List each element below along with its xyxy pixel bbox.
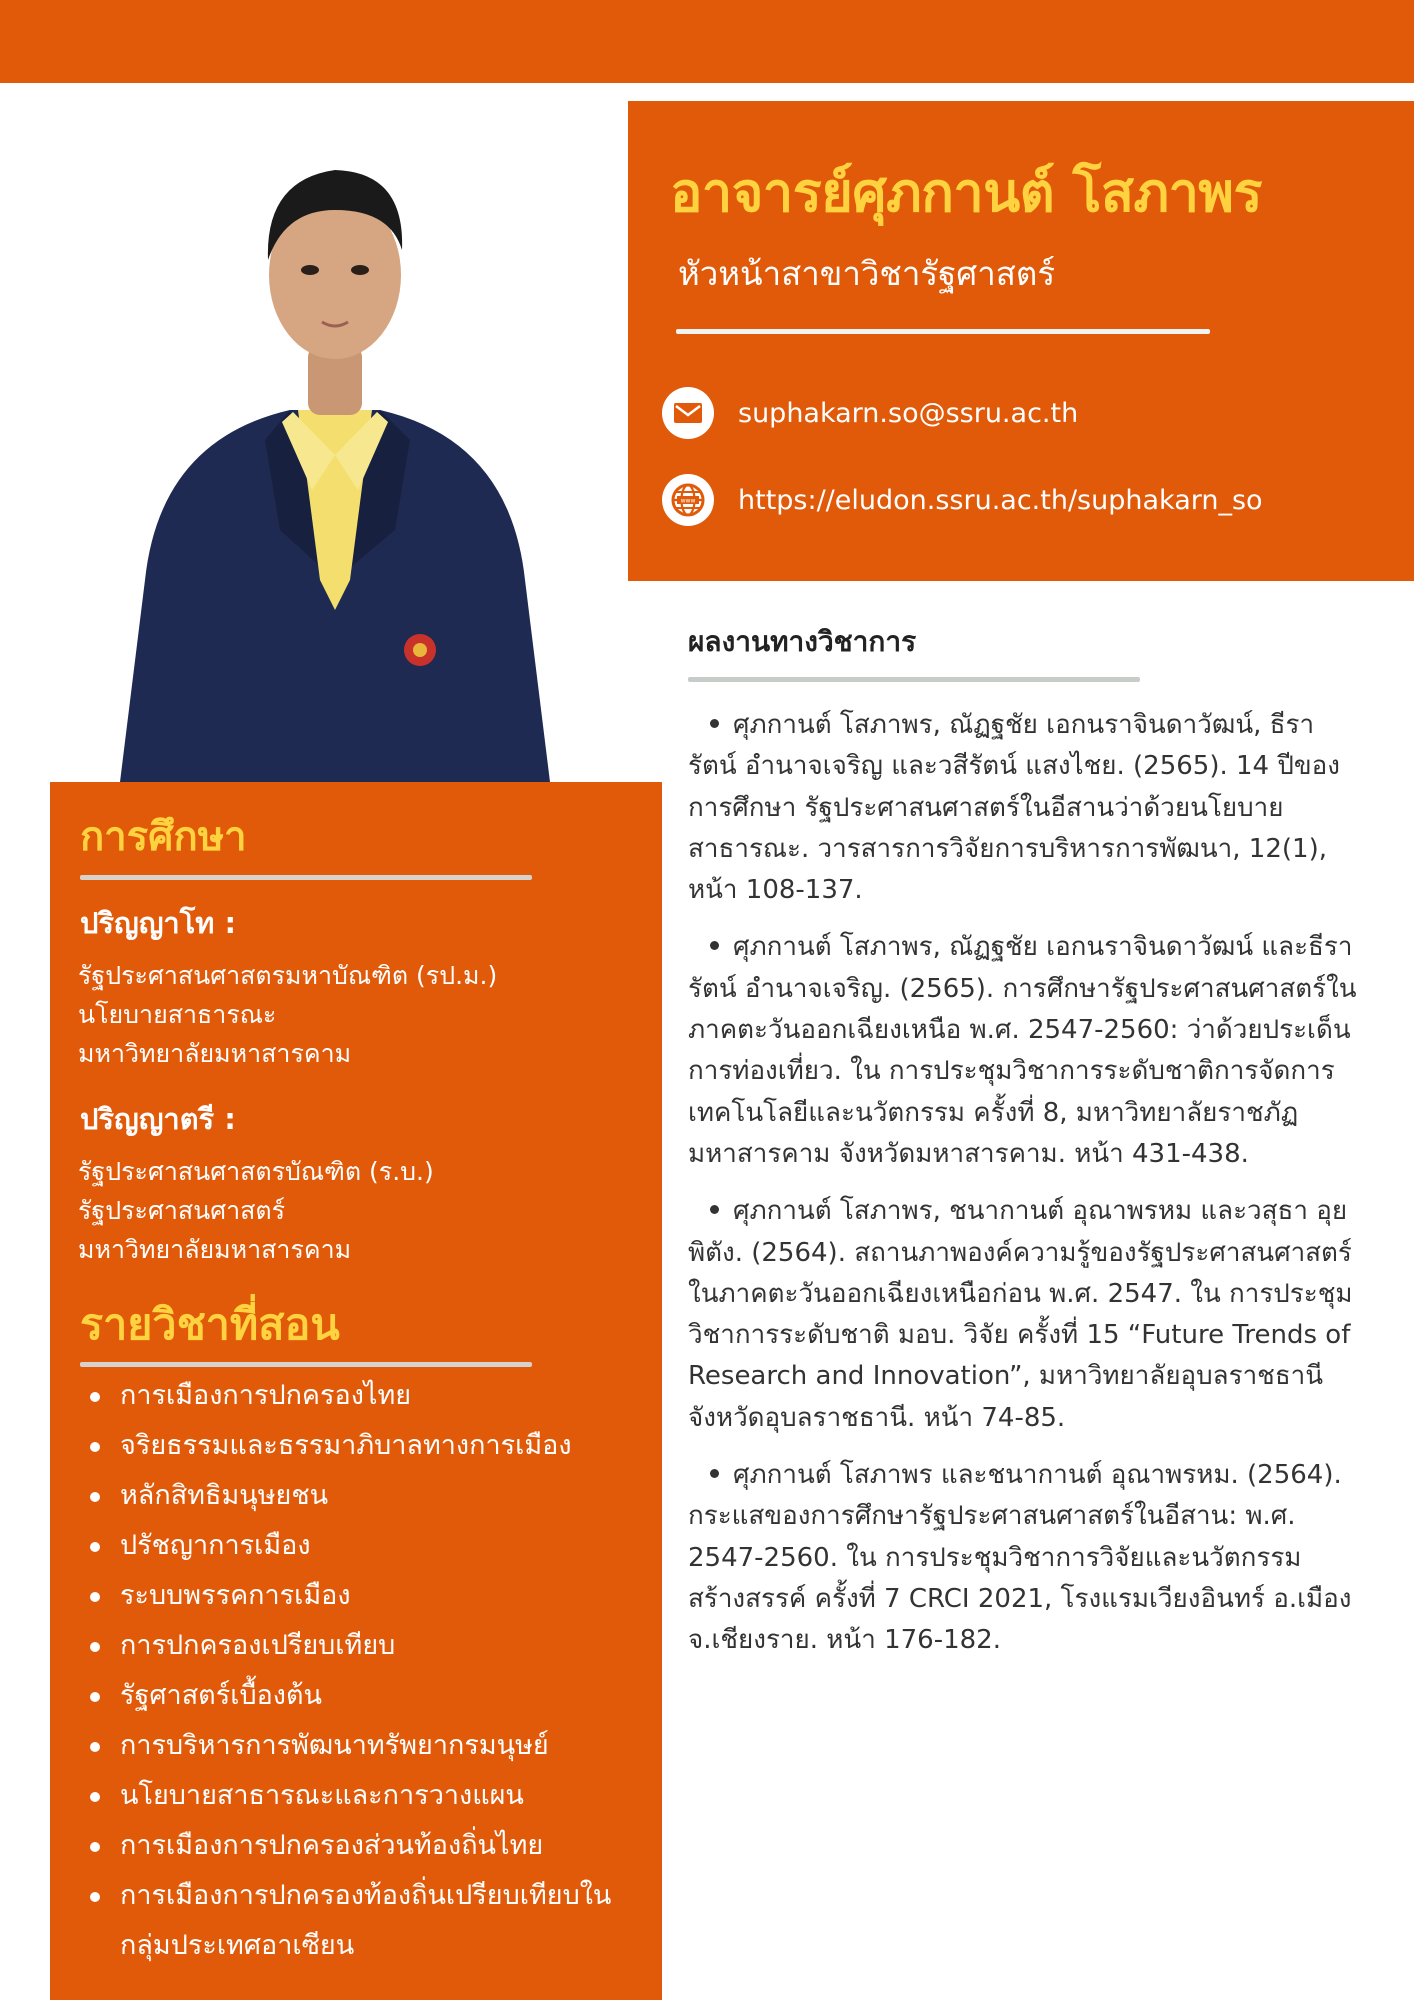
- bachelors-degree-title: ปริญญาตรี :: [80, 1102, 236, 1136]
- masters-degree-details: [78, 956, 497, 1073]
- list-item: การบริหารการพัฒนาทรัพยากรมนุษย์: [86, 1721, 642, 1771]
- list-item: ระบบพรรคการเมือง: [86, 1571, 642, 1621]
- academic-works-title: ผลงานทางวิชาการ: [688, 625, 917, 658]
- masters-degree-major: นโยบายสาธารณะ: [78, 1000, 277, 1029]
- work-citation: ศุภกานต์ โสภาพร, ณัฏฐชัย เอกนราจินดาวัฒน์ และธีรารัตน์ อำนาจเจริญ. (2565). การศึกษารัฐประศาสนศาสตร์ในภาคตะวันออกเฉียงเหนือ พ.ศ. 2547-2560: ว่าด้วยประเด็นการท่องเที่ยว. ใน การประชุมวิชาการระดับชาติการจัดการเทคโนโลยีและนวัตกรรม ครั้งที่ 8, มหาวิทยาลัยราชภัฏมหาสารคาม จังหวัดมหาสารคาม. หน้า 431-438.: [688, 932, 1357, 1169]
- website-contact[interactable]: [662, 474, 1263, 526]
- list-item: ปรัชญาการเมือง: [86, 1521, 642, 1571]
- top-accent-bar: [0, 0, 1414, 83]
- courses-divider: [80, 1362, 532, 1367]
- person-name: อาจารย์ศุภกานต์ โสภาพร: [670, 161, 1263, 224]
- bachelors-degree-major: รัฐประศาสนศาสตร์: [78, 1196, 286, 1225]
- mail-icon: [662, 387, 714, 439]
- work-citation: ศุภกานต์ โสภาพร, ชนากานต์ อุณาพรหม และวสุธา อุยพิตัง. (2564). สถานภาพองค์ความรู้ของรัฐประศาสนศาสตร์ในภาคตะวันออกเฉียงเหนือก่อน พ.ศ. 2547. ใน การประชุมวิชาการระดับชาติ มอบ. วิจัย ครั้งที่ 15 “Future Trends of Research and Innovation”, มหาวิทยาลัยอุบลราชธานี จังหวัดอุบลราชธานี. หน้า 74-85.: [688, 1196, 1353, 1433]
- list-item: จริยธรรมและธรรมาภิบาลทางการเมือง: [86, 1421, 642, 1471]
- education-title: การศึกษา: [80, 814, 247, 860]
- list-item: การเมืองการปกครองท้องถิ่นเปรียบเทียบในกลุ่มประเทศอาเซียน: [86, 1871, 642, 1971]
- list-item: [688, 927, 1358, 1175]
- list-item: หลักสิทธิมนุษยชน: [86, 1471, 642, 1521]
- bullet-icon: [710, 719, 719, 728]
- bachelors-degree-university: มหาวิทยาลัยมหาสารคาม: [78, 1235, 352, 1264]
- bullet-icon: [710, 941, 719, 950]
- header-panel: [628, 101, 1414, 581]
- bachelors-degree-name: รัฐประศาสนศาสตรบัณฑิต (ร.บ.): [78, 1157, 434, 1186]
- svg-text:www: www: [680, 497, 696, 505]
- email-contact[interactable]: [662, 387, 1078, 439]
- bullet-icon: [710, 1205, 719, 1214]
- list-item: การปกครองเปรียบเทียบ: [86, 1621, 642, 1671]
- academic-works-divider: [688, 677, 1140, 682]
- list-item: [688, 1191, 1358, 1439]
- bullet-icon: [710, 1469, 719, 1478]
- masters-degree-name: รัฐประศาสนศาสตรมหาบัณฑิต (รป.ม.): [78, 961, 498, 990]
- list-item: [688, 705, 1358, 911]
- person-portrait-photo: [50, 110, 610, 782]
- globe-icon: [662, 474, 714, 526]
- website-link[interactable]: https://eludon.ssru.ac.th/suphakarn_so: [738, 484, 1263, 516]
- education-panel: [50, 782, 662, 2000]
- work-citation: ศุภกานต์ โสภาพร, ณัฏฐชัย เอกนราจินดาวัฒน์, ธีรารัตน์ อำนาจเจริญ และวสีรัตน์ แสงไชย. (2565). 14 ปีของการศึกษา รัฐประศาสนศาสตร์ในอีสานว่าด้วยนโยบายสาธารณะ. วารสารการวิจัยการบริหารการพัฒนา, 12(1), หน้า 108-137.: [688, 710, 1340, 906]
- masters-degree-university: มหาวิทยาลัยมหาสารคาม: [78, 1039, 352, 1068]
- email-link[interactable]: suphakarn.so@ssru.ac.th: [738, 397, 1079, 429]
- courses-list: [86, 1371, 642, 1971]
- list-item: การเมืองการปกครองส่วนท้องถิ่นไทย: [86, 1821, 642, 1871]
- list-item: [688, 1455, 1358, 1661]
- work-citation: ศุภกานต์ โสภาพร และชนากานต์ อุณาพรหม. (2564). กระแสของการศึกษารัฐประศาสนศาสตร์ในอีสาน: พ.ศ. 2547-2560. ใน การประชุมวิชาการวิจัยและนวัตกรรมสร้างสรรค์ ครั้งที่ 7 CRCI 2021, โรงแรมเวียงอินทร์ อ.เมือง จ.เชียงราย. หน้า 176-182.: [688, 1460, 1352, 1656]
- masters-degree-title: ปริญญาโท :: [80, 906, 237, 940]
- courses-title: รายวิชาที่สอน: [80, 1300, 340, 1350]
- list-item: การเมืองการปกครองไทย: [86, 1371, 642, 1421]
- header-divider: [676, 329, 1210, 334]
- job-position: หัวหน้าสาขาวิชารัฐศาสตร์: [678, 254, 1056, 293]
- education-divider: [80, 875, 532, 880]
- list-item: รัฐศาสตร์เบื้องต้น: [86, 1671, 642, 1721]
- profile-photo: [50, 110, 610, 782]
- list-item: นโยบายสาธารณะและการวางแผน: [86, 1771, 642, 1821]
- bachelors-degree-details: [78, 1152, 434, 1269]
- academic-works-list: [688, 705, 1358, 1678]
